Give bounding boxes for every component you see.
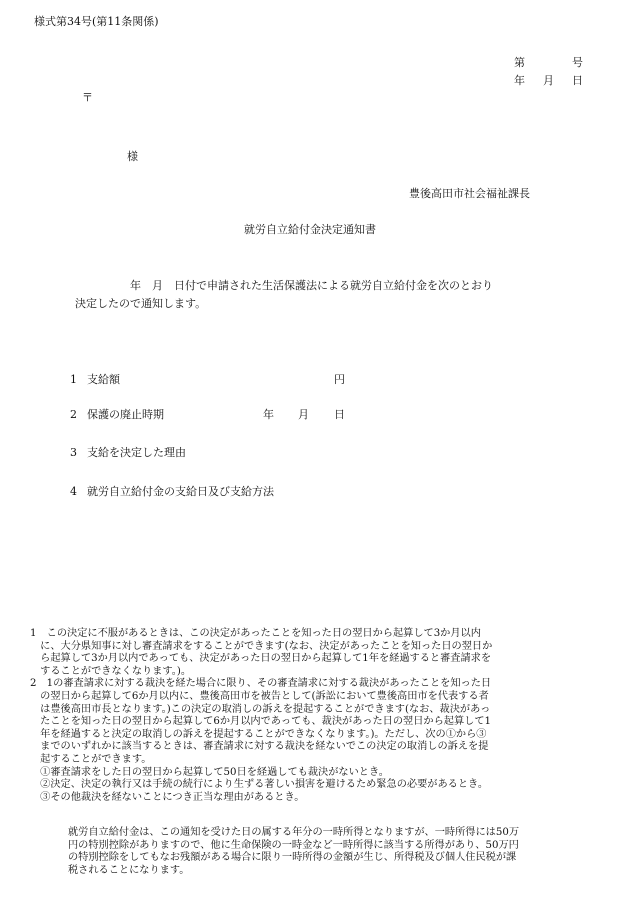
issue-date-year: 年	[514, 74, 525, 87]
note-line: 1 この決定に不服があるときは、この決定があったことを知った日の翌日から起算して3か月以内	[30, 628, 481, 639]
form-label: 様式第34号(第11条関係)	[34, 15, 159, 28]
note-line: ①審査請求をした日の翌日から起算して50日を経過しても裁決がないとき。	[30, 766, 389, 778]
note-line: の翌日から起算して6か月以内に、豊後高田市を被告として(訴訟において豊後高田市を代表する者	[30, 690, 489, 702]
item-number: 3	[70, 446, 77, 459]
item-number: 2	[70, 408, 77, 421]
notes-section	[30, 628, 614, 804]
note-line: ら起算して3か月以内であっても、決定があった日の翌日から起算して1年を経過すると審査請求を	[30, 653, 492, 665]
abolition-day: 日	[334, 408, 345, 421]
tax-footnote	[68, 827, 624, 877]
item-number: 1	[70, 373, 77, 386]
note-line: たことを知った日の翌日から起算して6か月以内であっても、裁決があった日の翌日から起算して1	[30, 716, 492, 728]
item-label-reason: 支給を決定した理由	[87, 446, 186, 459]
note-line: 年を経過すると決定の取消しの訴えを提起することができなくなります。)。ただし、次の①から③	[30, 728, 487, 740]
intro-line-1: 年 月 日付で申請された生活保護法による就労自立給付金を次のとおり	[130, 279, 493, 292]
item-label-abolition: 保護の廃止時期	[87, 408, 164, 421]
postal-mark: 〒	[82, 91, 93, 104]
footnote-line: 円の特別控除がありますので、他に生命保険の一時金など一時所得に該当する所得があり、50万円	[68, 839, 519, 851]
intro-line-2: 決定したので通知します。	[75, 297, 207, 310]
sender: 豊後高田市社会福祉課長	[409, 187, 530, 200]
document-number-suffix: 号	[572, 56, 583, 69]
footnote-line: の特別控除をしてもなお残額がある場合に限り一時所得の金額が生じ、所得税及び個人住民税が課	[68, 852, 517, 864]
note-line: までのいずれかに該当するときは、審査請求に対する裁決を経ないでこの決定の取消しの訴えを提	[30, 741, 489, 753]
abolition-month: 月	[298, 408, 309, 421]
document-title: 就労自立給付金決定通知書	[244, 223, 376, 236]
note-line: ③その他裁決を経ないことにつき正当な理由があるとき。	[30, 791, 305, 803]
note-line: 起することができます。	[30, 753, 152, 765]
item-label-amount: 支給額	[87, 373, 120, 386]
document-number-prefix: 第	[514, 56, 525, 69]
recipient-suffix: 様	[127, 150, 138, 163]
note-line: 2 1の審査請求に対する裁決を経た場合に限り、その審査請求に対する裁決があったことを知った日	[30, 678, 492, 690]
note-line: は豊後高田市長となります。)この決定の取消しの訴えを提起することができます(なお、裁決があっ	[30, 703, 491, 715]
note-line: することができなくなります。)。	[30, 665, 192, 677]
abolition-year: 年	[263, 408, 274, 421]
item-number: 4	[70, 485, 77, 498]
item-label-payment: 就労自立給付金の支給日及び支給方法	[87, 485, 274, 498]
footnote-line: 就労自立給付金は、この通知を受けた日の属する年分の一時所得となりますが、一時所得には50万	[68, 827, 520, 838]
note-line: ②決定、決定の執行又は手続の続行により生ずる著しい損害を避けるため緊急の必要があるとき。	[30, 779, 489, 791]
item-amount-unit: 円	[334, 373, 345, 386]
issue-date-month: 月	[543, 74, 554, 87]
footnote-line: 税されることになります。	[68, 864, 190, 876]
issue-date-day: 日	[572, 74, 583, 87]
note-line: に、大分県知事に対し審査請求をすることができます(なお、決定があったことを知った日の翌日か	[30, 640, 493, 652]
